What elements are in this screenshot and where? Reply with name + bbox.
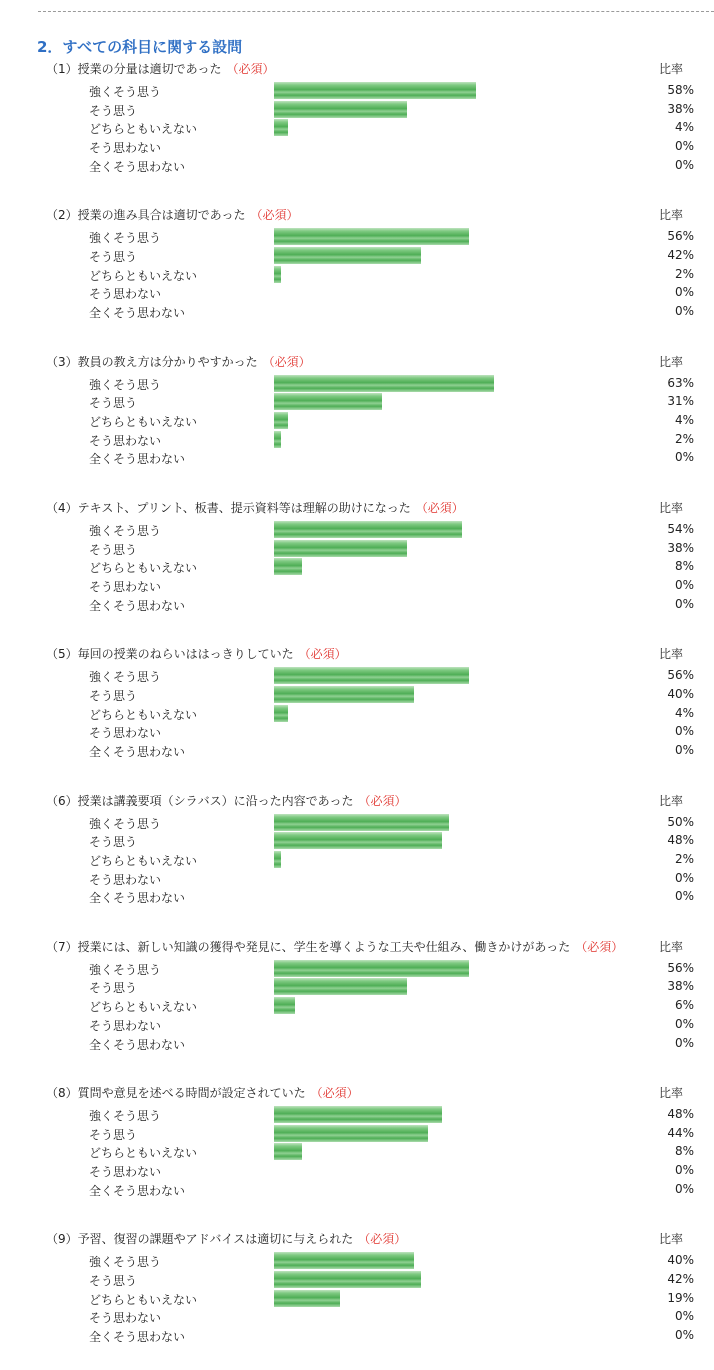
ratio-header: 比率 [659, 1086, 684, 1101]
category-label: 全くそう思わない [89, 1037, 186, 1052]
question-block [0, 60, 714, 200]
percentage-label: 63% [667, 375, 694, 390]
category-label: どちらともいえない [89, 1000, 198, 1015]
percentage-label: 38% [667, 101, 694, 116]
percentage-label: 2% [674, 851, 694, 866]
category-label: そう思わない [89, 872, 162, 887]
answer-row [0, 576, 714, 595]
percentage-label: 0% [674, 450, 694, 465]
category-label: 全くそう思わない [89, 598, 186, 613]
bar [274, 431, 281, 448]
percentage-label: 0% [674, 1016, 694, 1031]
answer-row [0, 430, 714, 449]
required-label: （必須） [415, 500, 464, 515]
question-text: （8）質問や意見を述べる時間が設定されていた [46, 1086, 306, 1101]
question-text: （3）教員の教え方は分かりやすかった [46, 354, 258, 369]
percentage-label: 58% [667, 83, 694, 97]
category-label: 強くそう思う [89, 962, 162, 977]
bar [274, 119, 288, 136]
percentage-label: 8% [674, 1144, 694, 1159]
question-title [46, 645, 347, 662]
category-label: そう思う [89, 1274, 138, 1289]
answer-row [0, 118, 714, 137]
question-block [0, 645, 714, 785]
bar [274, 851, 281, 868]
percentage-label: 4% [674, 120, 694, 135]
answer-row [0, 722, 714, 741]
percentage-label: 48% [667, 833, 694, 848]
category-label: そう思わない [89, 1311, 162, 1326]
percentage-label: 0% [674, 157, 694, 172]
question-text: （2）授業の進み具合は適切であった [46, 208, 246, 223]
category-label: そう思わない [89, 287, 162, 302]
bar [274, 266, 281, 283]
bar [274, 832, 442, 849]
answer-row [0, 1270, 714, 1289]
category-label: そう思う [89, 688, 138, 703]
category-label: そう思わない [89, 1018, 162, 1033]
percentage-label: 0% [674, 304, 694, 319]
answer-row [0, 685, 714, 704]
question-title [46, 499, 464, 516]
category-label: どちらともいえない [89, 1292, 198, 1307]
question-block [0, 499, 714, 639]
category-label: 全くそう思わない [89, 1183, 186, 1198]
answer-row [0, 557, 714, 576]
question-title [46, 206, 299, 223]
percentage-label: 0% [674, 870, 694, 885]
answer-row [0, 374, 714, 393]
percentage-label: 0% [674, 577, 694, 592]
question-text: （9）予習、復習の課題やアドバイスは適切に与えられた [46, 1232, 354, 1247]
bar [274, 540, 407, 557]
category-label: 全くそう思わない [89, 744, 186, 759]
percentage-label: 0% [674, 1181, 694, 1196]
percentage-label: 2% [674, 266, 694, 281]
percentage-label: 4% [674, 705, 694, 720]
required-label: （必須） [358, 793, 407, 808]
answer-row [0, 595, 714, 614]
answer-row [0, 520, 714, 539]
percentage-label: 38% [667, 540, 694, 555]
answer-row [0, 666, 714, 685]
bar [274, 247, 421, 264]
required-label: （必須） [262, 354, 311, 369]
percentage-label: 40% [667, 1253, 694, 1268]
bar [274, 521, 462, 538]
category-label: どちらともいえない [89, 561, 198, 576]
ratio-header: 比率 [659, 500, 684, 515]
percentage-label: 40% [667, 686, 694, 701]
category-label: 強くそう思う [89, 231, 162, 246]
category-label: 強くそう思う [89, 523, 162, 538]
answer-row [0, 996, 714, 1015]
category-label: そう思わない [89, 726, 162, 741]
answer-row [0, 813, 714, 832]
category-label: どちらともいえない [89, 122, 198, 137]
percentage-label: 0% [674, 1035, 694, 1050]
percentage-label: 56% [667, 229, 694, 244]
percentage-label: 38% [667, 979, 694, 994]
category-label: 全くそう思わない [89, 452, 186, 467]
category-label: 強くそう思う [89, 816, 162, 831]
bar [274, 814, 449, 831]
percentage-label: 0% [674, 1309, 694, 1324]
answer-row [0, 1105, 714, 1124]
question-title [46, 938, 623, 955]
category-label: そう思わない [89, 1165, 162, 1180]
bar [274, 1106, 442, 1123]
answer-row [0, 1161, 714, 1180]
category-label: そう思わない [89, 141, 162, 156]
ratio-header: 比率 [659, 939, 684, 954]
category-label: そう思う [89, 835, 138, 850]
category-label: 強くそう思う [89, 1109, 162, 1124]
bar [274, 1252, 414, 1269]
ratio-header: 比率 [659, 62, 684, 76]
bar [274, 1143, 302, 1160]
answer-row [0, 392, 714, 411]
bar [274, 686, 414, 703]
answer-row [0, 831, 714, 850]
category-label: 強くそう思う [89, 670, 162, 685]
required-label: （必須） [310, 1086, 359, 1101]
answer-row [0, 246, 714, 265]
category-label: そう思う [89, 249, 138, 264]
category-label: どちらともいえない [89, 707, 198, 722]
category-label: 全くそう思わない [89, 891, 186, 906]
bar [274, 101, 407, 118]
question-text: （6）授業は講義要項（シラバス）に沿った内容であった [46, 793, 354, 808]
answer-row [0, 137, 714, 156]
question-title [46, 1084, 359, 1101]
percentage-label: 42% [667, 1272, 694, 1287]
answer-row [0, 302, 714, 321]
percentage-label: 56% [667, 668, 694, 683]
ratio-header: 比率 [659, 1232, 684, 1247]
required-label: （必須） [575, 939, 624, 954]
bar [274, 375, 494, 392]
answer-row [0, 1124, 714, 1143]
bar [274, 412, 288, 429]
bar [274, 228, 469, 245]
percentage-label: 0% [674, 889, 694, 904]
question-title [46, 60, 275, 77]
category-label: そう思う [89, 542, 138, 557]
ratio-header: 比率 [659, 793, 684, 808]
required-label: （必須） [226, 62, 275, 76]
answer-row [0, 1015, 714, 1034]
question-text: （7）授業には、新しい知識の獲得や発見に、学生を導くような工夫や仕組み、働きかけがあった [46, 939, 571, 954]
section-title: 2．すべての科目に関する設問 [37, 38, 243, 56]
question-text: （4）テキスト、プリント、板書、提示資料等は理解の助けになった [46, 500, 411, 515]
question-title [46, 353, 311, 370]
question-title [46, 792, 407, 809]
question-text: （1）授業の分量は適切であった [46, 62, 222, 76]
answer-row [0, 283, 714, 302]
category-label: 全くそう思わない [89, 306, 186, 321]
question-block [0, 1084, 714, 1224]
question-block [0, 938, 714, 1078]
ratio-header: 比率 [659, 208, 684, 223]
answer-row [0, 1142, 714, 1161]
answer-row [0, 887, 714, 906]
required-label: （必須） [298, 647, 347, 662]
answer-row [0, 156, 714, 175]
answer-row [0, 850, 714, 869]
category-label: 強くそう思う [89, 1255, 162, 1270]
category-label: 強くそう思う [89, 85, 162, 99]
answer-row [0, 869, 714, 888]
answer-row [0, 448, 714, 467]
category-label: どちらともいえない [89, 414, 198, 429]
answer-row [0, 1034, 714, 1053]
percentage-label: 54% [667, 521, 694, 536]
category-label: どちらともいえない [89, 853, 198, 868]
percentage-label: 44% [667, 1125, 694, 1140]
answer-row [0, 704, 714, 723]
category-label: 全くそう思わない [89, 159, 186, 174]
category-label: どちらともいえない [89, 268, 198, 283]
percentage-label: 0% [674, 742, 694, 757]
bar [274, 1290, 340, 1307]
bar [274, 393, 382, 410]
percentage-label: 0% [674, 1163, 694, 1178]
required-label: （必須） [358, 1232, 407, 1247]
category-label: 強くそう思う [89, 377, 162, 392]
percentage-label: 0% [674, 285, 694, 300]
category-label: そう思う [89, 1127, 138, 1142]
category-label: そう思う [89, 981, 138, 996]
answer-row [0, 1289, 714, 1308]
bar [274, 1125, 428, 1142]
percentage-label: 0% [674, 139, 694, 154]
required-label: （必須） [250, 208, 299, 223]
percentage-label: 8% [674, 559, 694, 574]
bar [274, 705, 288, 722]
bar [274, 82, 476, 99]
category-label: そう思わない [89, 433, 162, 448]
answer-row [0, 539, 714, 558]
percentage-label: 0% [674, 1328, 694, 1343]
category-label: そう思う [89, 396, 138, 411]
percentage-label: 42% [667, 247, 694, 262]
category-label: そう思う [89, 103, 138, 118]
percentage-label: 19% [667, 1290, 694, 1305]
answer-row [0, 227, 714, 246]
ratio-header: 比率 [659, 647, 684, 662]
category-label: そう思わない [89, 579, 162, 594]
category-label: 全くそう思わない [89, 1330, 186, 1345]
answer-row [0, 1251, 714, 1270]
answer-row [0, 1326, 714, 1345]
answer-row [0, 81, 714, 100]
question-text: （5）毎回の授業のねらいははっきりしていた [46, 647, 294, 662]
question-block [0, 792, 714, 932]
answer-row [0, 265, 714, 284]
bar [274, 1271, 421, 1288]
percentage-label: 50% [667, 814, 694, 829]
percentage-label: 2% [674, 431, 694, 446]
answer-row [0, 959, 714, 978]
percentage-label: 56% [667, 960, 694, 975]
top-divider [38, 11, 714, 12]
percentage-label: 48% [667, 1107, 694, 1122]
bar [274, 997, 295, 1014]
bar [274, 667, 469, 684]
answer-row [0, 977, 714, 996]
percentage-label: 0% [674, 724, 694, 739]
percentage-label: 31% [667, 394, 694, 409]
answer-row [0, 741, 714, 760]
answer-row [0, 411, 714, 430]
bar [274, 960, 469, 977]
question-block [0, 353, 714, 493]
question-title [46, 1230, 406, 1247]
question-block [0, 206, 714, 346]
bar [274, 978, 407, 995]
percentage-label: 4% [674, 412, 694, 427]
answer-row [0, 100, 714, 119]
answer-row [0, 1180, 714, 1199]
category-label: どちらともいえない [89, 1146, 198, 1161]
bar [274, 558, 302, 575]
ratio-header: 比率 [659, 354, 684, 369]
percentage-label: 0% [674, 596, 694, 611]
question-block [0, 1230, 714, 1370]
answer-row [0, 1307, 714, 1326]
percentage-label: 6% [674, 998, 694, 1013]
